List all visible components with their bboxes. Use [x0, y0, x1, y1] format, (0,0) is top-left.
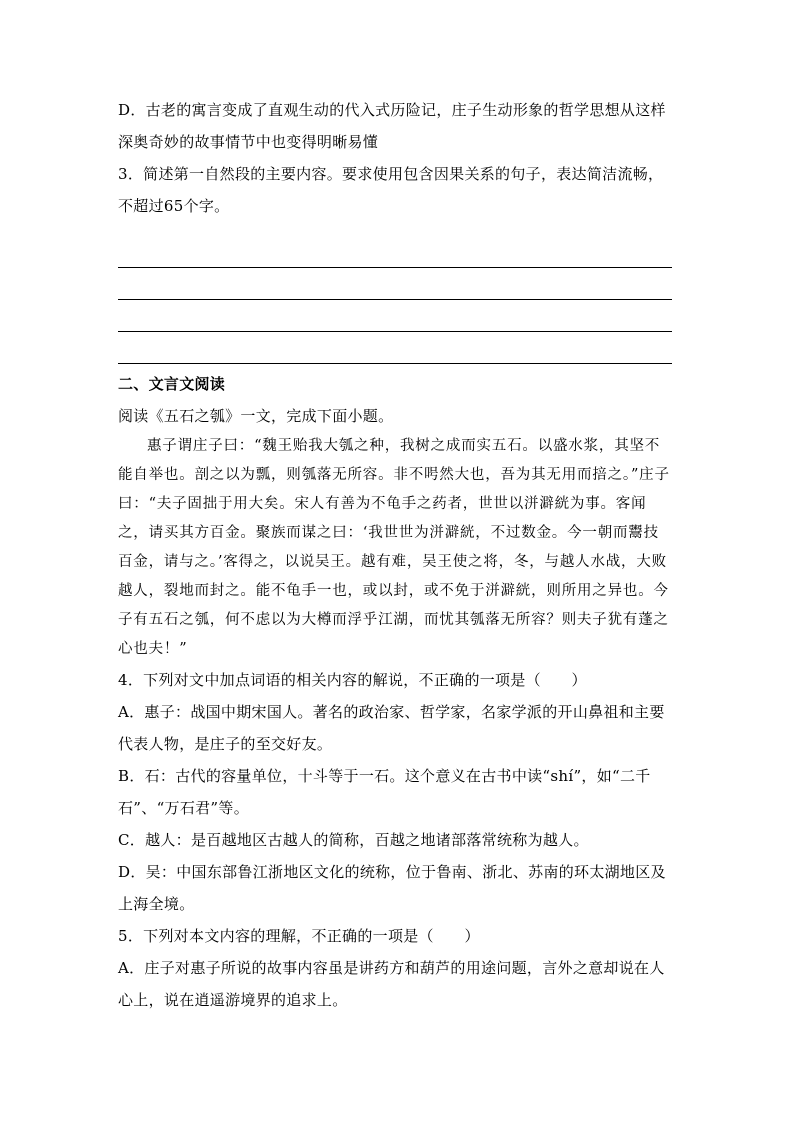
reading-instruction: 阅读《五石之瓠》一文，完成下面小题。	[118, 407, 394, 425]
q4-option-d: D．吴：中国东部鲁江浙地区文化的统称，位于鲁南、浙北、苏南的环太湖地区及上海全境。	[118, 863, 666, 913]
answer-line[interactable]	[118, 268, 672, 300]
q4-option-b: B．石：古代的容量单位，十斗等于一石。这个意义在古书中读“shí”，如“二千石”、“万石君”等。	[118, 767, 651, 817]
q4-option-a: A．惠子：战国中期宋国人。著名的政治家、哲学家，名家学派的开山鼻祖和主要代表人物，是庄子的至交好友。	[118, 703, 665, 753]
answer-line[interactable]	[118, 300, 672, 332]
q5-option-a: A．庄子对惠子所说的故事内容虽是讲药方和葫芦的用途问题，言外之意却说在人心上，说在逍遥游境界的追求上。	[118, 959, 665, 1009]
answer-line[interactable]	[118, 332, 672, 364]
classical-passage: 惠子谓庄子曰：“魏王贻我大瓠之种，我树之成而实五石。以盛水浆，其坚不能自举也。剖之以为瓢，则瓠落无所容。非不呺然大也，吾为其无用而掊之。”庄子曰：“夫子固拙于用大矣。宋人有善为不龟手之药者，世世以洴澼絖为事。客闻之，请买其方百金。聚族而谋之曰：‘我世世为洴澼絖，不过数金。今一朝而鬻技百金，请与之。’客得之，以说吴王。越有难，吴王使之将，冬，与越人水战，大败越人，裂地而封之。能不龟手一也，或以封，或不免于洴澼絖，则所用之异也。今子有五石之瓠，何不虑以为大樽而浮乎江湖，而忧其瓠落无所容？则夫子犹有蓬之心也夫！”	[118, 438, 670, 657]
section-heading: 二、文言文阅读	[118, 375, 226, 393]
q2-option-d: D．古老的寓言变成了直观生动的代入式历险记，庄子生动形象的哲学思想从这样深奥奇妙的故事情节中也变得明晰易懂	[118, 101, 666, 151]
answer-line[interactable]	[118, 236, 672, 268]
q3-answer-area[interactable]	[118, 236, 674, 364]
q3-prompt: 3．简述第一自然段的主要内容。要求使用包含因果关系的句子，表达简洁流畅，不超过65个字。	[118, 165, 664, 215]
q5-prompt: 5．下列对本文内容的理解，不正确的一项是（ ）	[118, 927, 480, 945]
q4-prompt: 4．下列对文中加点词语的相关内容的解说，不正确的一项是（ ）	[118, 671, 587, 689]
document-page	[118, 94, 674, 1016]
q4-option-c: C．越人：是百越地区古越人的简称，百越之地诸部落常统称为越人。	[118, 831, 589, 849]
